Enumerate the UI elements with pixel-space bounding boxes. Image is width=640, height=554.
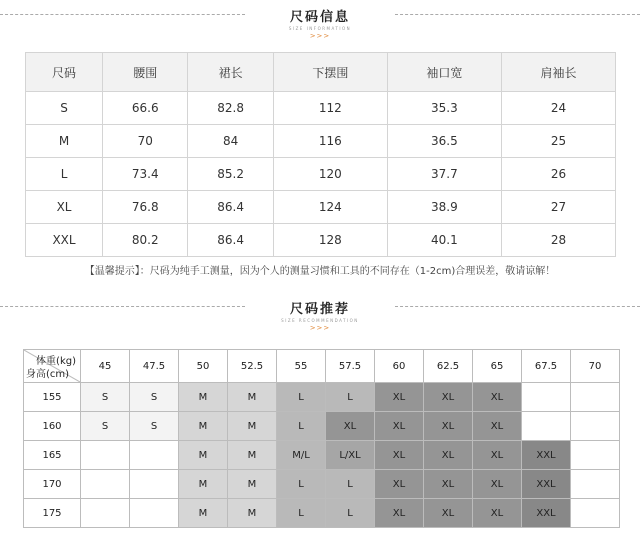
size-cell: 124 <box>273 191 387 224</box>
size-cell: 24 <box>501 92 615 125</box>
recommended-size-cell: S <box>130 383 179 412</box>
recommended-size-cell <box>130 499 179 528</box>
column-header: 裙长 <box>188 53 273 92</box>
recommended-size-cell: M <box>228 470 277 499</box>
recommended-size-cell <box>81 441 130 470</box>
recommended-size-cell: L <box>277 470 326 499</box>
column-header: 肩袖长 <box>501 53 615 92</box>
recommended-size-cell: XL <box>424 470 473 499</box>
size-cell: 35.3 <box>387 92 501 125</box>
size-cell: 28 <box>501 224 615 257</box>
recommended-size-cell: XL <box>473 441 522 470</box>
recommended-size-cell: XL <box>473 499 522 528</box>
size-cell: 37.7 <box>387 158 501 191</box>
height-row <box>24 499 620 528</box>
arrows-decoration: >>> <box>309 324 331 332</box>
weight-header: 52.5 <box>228 350 277 383</box>
recommended-size-cell: XL <box>424 412 473 441</box>
size-cell: 86.4 <box>188 224 273 257</box>
recommended-size-cell: XL <box>473 470 522 499</box>
recommended-size-cell: L <box>326 499 375 528</box>
recommendation-header <box>0 298 640 332</box>
weight-header: 70 <box>571 350 620 383</box>
size-cell: 66.6 <box>103 92 188 125</box>
recommended-size-cell: XXL <box>522 470 571 499</box>
recommended-size-cell: XL <box>424 383 473 412</box>
recommended-size-cell: XL <box>473 412 522 441</box>
recommended-size-cell <box>571 441 620 470</box>
size-info-header <box>0 6 640 40</box>
size-cell: 120 <box>273 158 387 191</box>
recommended-size-cell: XL <box>424 441 473 470</box>
recommended-size-cell <box>130 441 179 470</box>
recommended-size-cell: M/L <box>277 441 326 470</box>
height-cell: 165 <box>24 441 81 470</box>
arrows-decoration: >>> <box>309 32 331 40</box>
recommended-size-cell: M <box>228 441 277 470</box>
divider-left <box>0 306 245 307</box>
size-row <box>26 125 616 158</box>
recommended-size-cell: XL <box>375 412 424 441</box>
recommended-size-cell: M <box>179 412 228 441</box>
recommended-size-cell: XL <box>326 412 375 441</box>
recommendation-title: 尺码推荐 <box>289 302 350 317</box>
recommendation-subtitle: SIZE RECOMMENDATION <box>281 318 359 323</box>
height-cell: 175 <box>24 499 81 528</box>
weight-header: 67.5 <box>522 350 571 383</box>
height-label: 身高(cm) <box>26 369 70 380</box>
size-info-table <box>25 52 616 257</box>
measurement-note: 【温馨提示】：尺码为纯手工测量，因为个人的测量习惯和工具的不同存在（1-2cm)合理误差，敬请谅解！ <box>84 266 556 277</box>
size-cell: S <box>26 92 103 125</box>
size-cell: 76.8 <box>103 191 188 224</box>
recommended-size-cell: L/XL <box>326 441 375 470</box>
column-header: 袖口宽 <box>387 53 501 92</box>
recommended-size-cell <box>81 499 130 528</box>
corner-cell <box>24 350 81 383</box>
size-cell: XXL <box>26 224 103 257</box>
size-table-header-row <box>26 53 616 92</box>
recommended-size-cell <box>522 412 571 441</box>
weight-header: 45 <box>81 350 130 383</box>
size-cell: 112 <box>273 92 387 125</box>
size-cell: 82.8 <box>188 92 273 125</box>
recommended-size-cell: L <box>277 383 326 412</box>
weight-header-row <box>24 350 620 383</box>
recommended-size-cell: M <box>228 383 277 412</box>
recommended-size-cell <box>130 470 179 499</box>
recommended-size-cell: L <box>277 499 326 528</box>
recommended-size-cell: M <box>228 499 277 528</box>
size-info-subtitle: SIZE INFORMATION <box>288 26 352 31</box>
recommended-size-cell: XXL <box>522 441 571 470</box>
recommended-size-cell: XL <box>375 383 424 412</box>
divider-right <box>395 14 640 15</box>
recommended-size-cell: L <box>277 412 326 441</box>
size-row <box>26 92 616 125</box>
recommended-size-cell: S <box>81 383 130 412</box>
divider-left <box>0 14 245 15</box>
recommended-size-cell: M <box>179 499 228 528</box>
recommended-size-cell: M <box>179 383 228 412</box>
recommended-size-cell: XL <box>424 499 473 528</box>
size-cell: 85.2 <box>188 158 273 191</box>
weight-header: 50 <box>179 350 228 383</box>
recommended-size-cell: L <box>326 383 375 412</box>
divider-right <box>395 306 640 307</box>
weight-header: 62.5 <box>424 350 473 383</box>
size-recommendation-table <box>23 349 620 528</box>
recommended-size-cell: XL <box>473 383 522 412</box>
recommended-size-cell <box>522 383 571 412</box>
weight-label: 体重(kg) <box>36 356 76 367</box>
height-row <box>24 412 620 441</box>
size-cell: 36.5 <box>387 125 501 158</box>
recommended-size-cell: M <box>179 441 228 470</box>
recommended-size-cell <box>571 412 620 441</box>
size-cell: 27 <box>501 191 615 224</box>
column-header: 尺码 <box>26 53 103 92</box>
recommended-size-cell <box>81 470 130 499</box>
recommended-size-cell: L <box>326 470 375 499</box>
size-info-title: 尺码信息 <box>289 10 350 25</box>
weight-header: 65 <box>473 350 522 383</box>
size-cell: 26 <box>501 158 615 191</box>
recommended-size-cell: M <box>179 470 228 499</box>
recommended-size-cell: S <box>130 412 179 441</box>
recommended-size-cell: XL <box>375 470 424 499</box>
recommended-size-cell <box>571 499 620 528</box>
column-header: 腰围 <box>103 53 188 92</box>
size-cell: XL <box>26 191 103 224</box>
weight-header: 55 <box>277 350 326 383</box>
size-cell: L <box>26 158 103 191</box>
size-cell: 84 <box>188 125 273 158</box>
size-cell: 86.4 <box>188 191 273 224</box>
weight-header: 47.5 <box>130 350 179 383</box>
recommended-size-cell: S <box>81 412 130 441</box>
height-row <box>24 470 620 499</box>
size-row <box>26 191 616 224</box>
size-cell: 128 <box>273 224 387 257</box>
height-cell: 160 <box>24 412 81 441</box>
size-cell: 116 <box>273 125 387 158</box>
recommended-size-cell: M <box>228 412 277 441</box>
column-header: 下摆围 <box>273 53 387 92</box>
recommended-size-cell: XXL <box>522 499 571 528</box>
size-cell: 38.9 <box>387 191 501 224</box>
size-cell: 70 <box>103 125 188 158</box>
recommended-size-cell: XL <box>375 499 424 528</box>
size-cell: 40.1 <box>387 224 501 257</box>
weight-header: 57.5 <box>326 350 375 383</box>
recommended-size-cell <box>571 383 620 412</box>
size-cell: M <box>26 125 103 158</box>
size-cell: 25 <box>501 125 615 158</box>
size-cell: 80.2 <box>103 224 188 257</box>
size-row <box>26 224 616 257</box>
size-cell: 73.4 <box>103 158 188 191</box>
height-row <box>24 441 620 470</box>
weight-header: 60 <box>375 350 424 383</box>
height-cell: 155 <box>24 383 81 412</box>
height-row <box>24 383 620 412</box>
recommended-size-cell: XL <box>375 441 424 470</box>
size-row <box>26 158 616 191</box>
height-cell: 170 <box>24 470 81 499</box>
recommended-size-cell <box>571 470 620 499</box>
